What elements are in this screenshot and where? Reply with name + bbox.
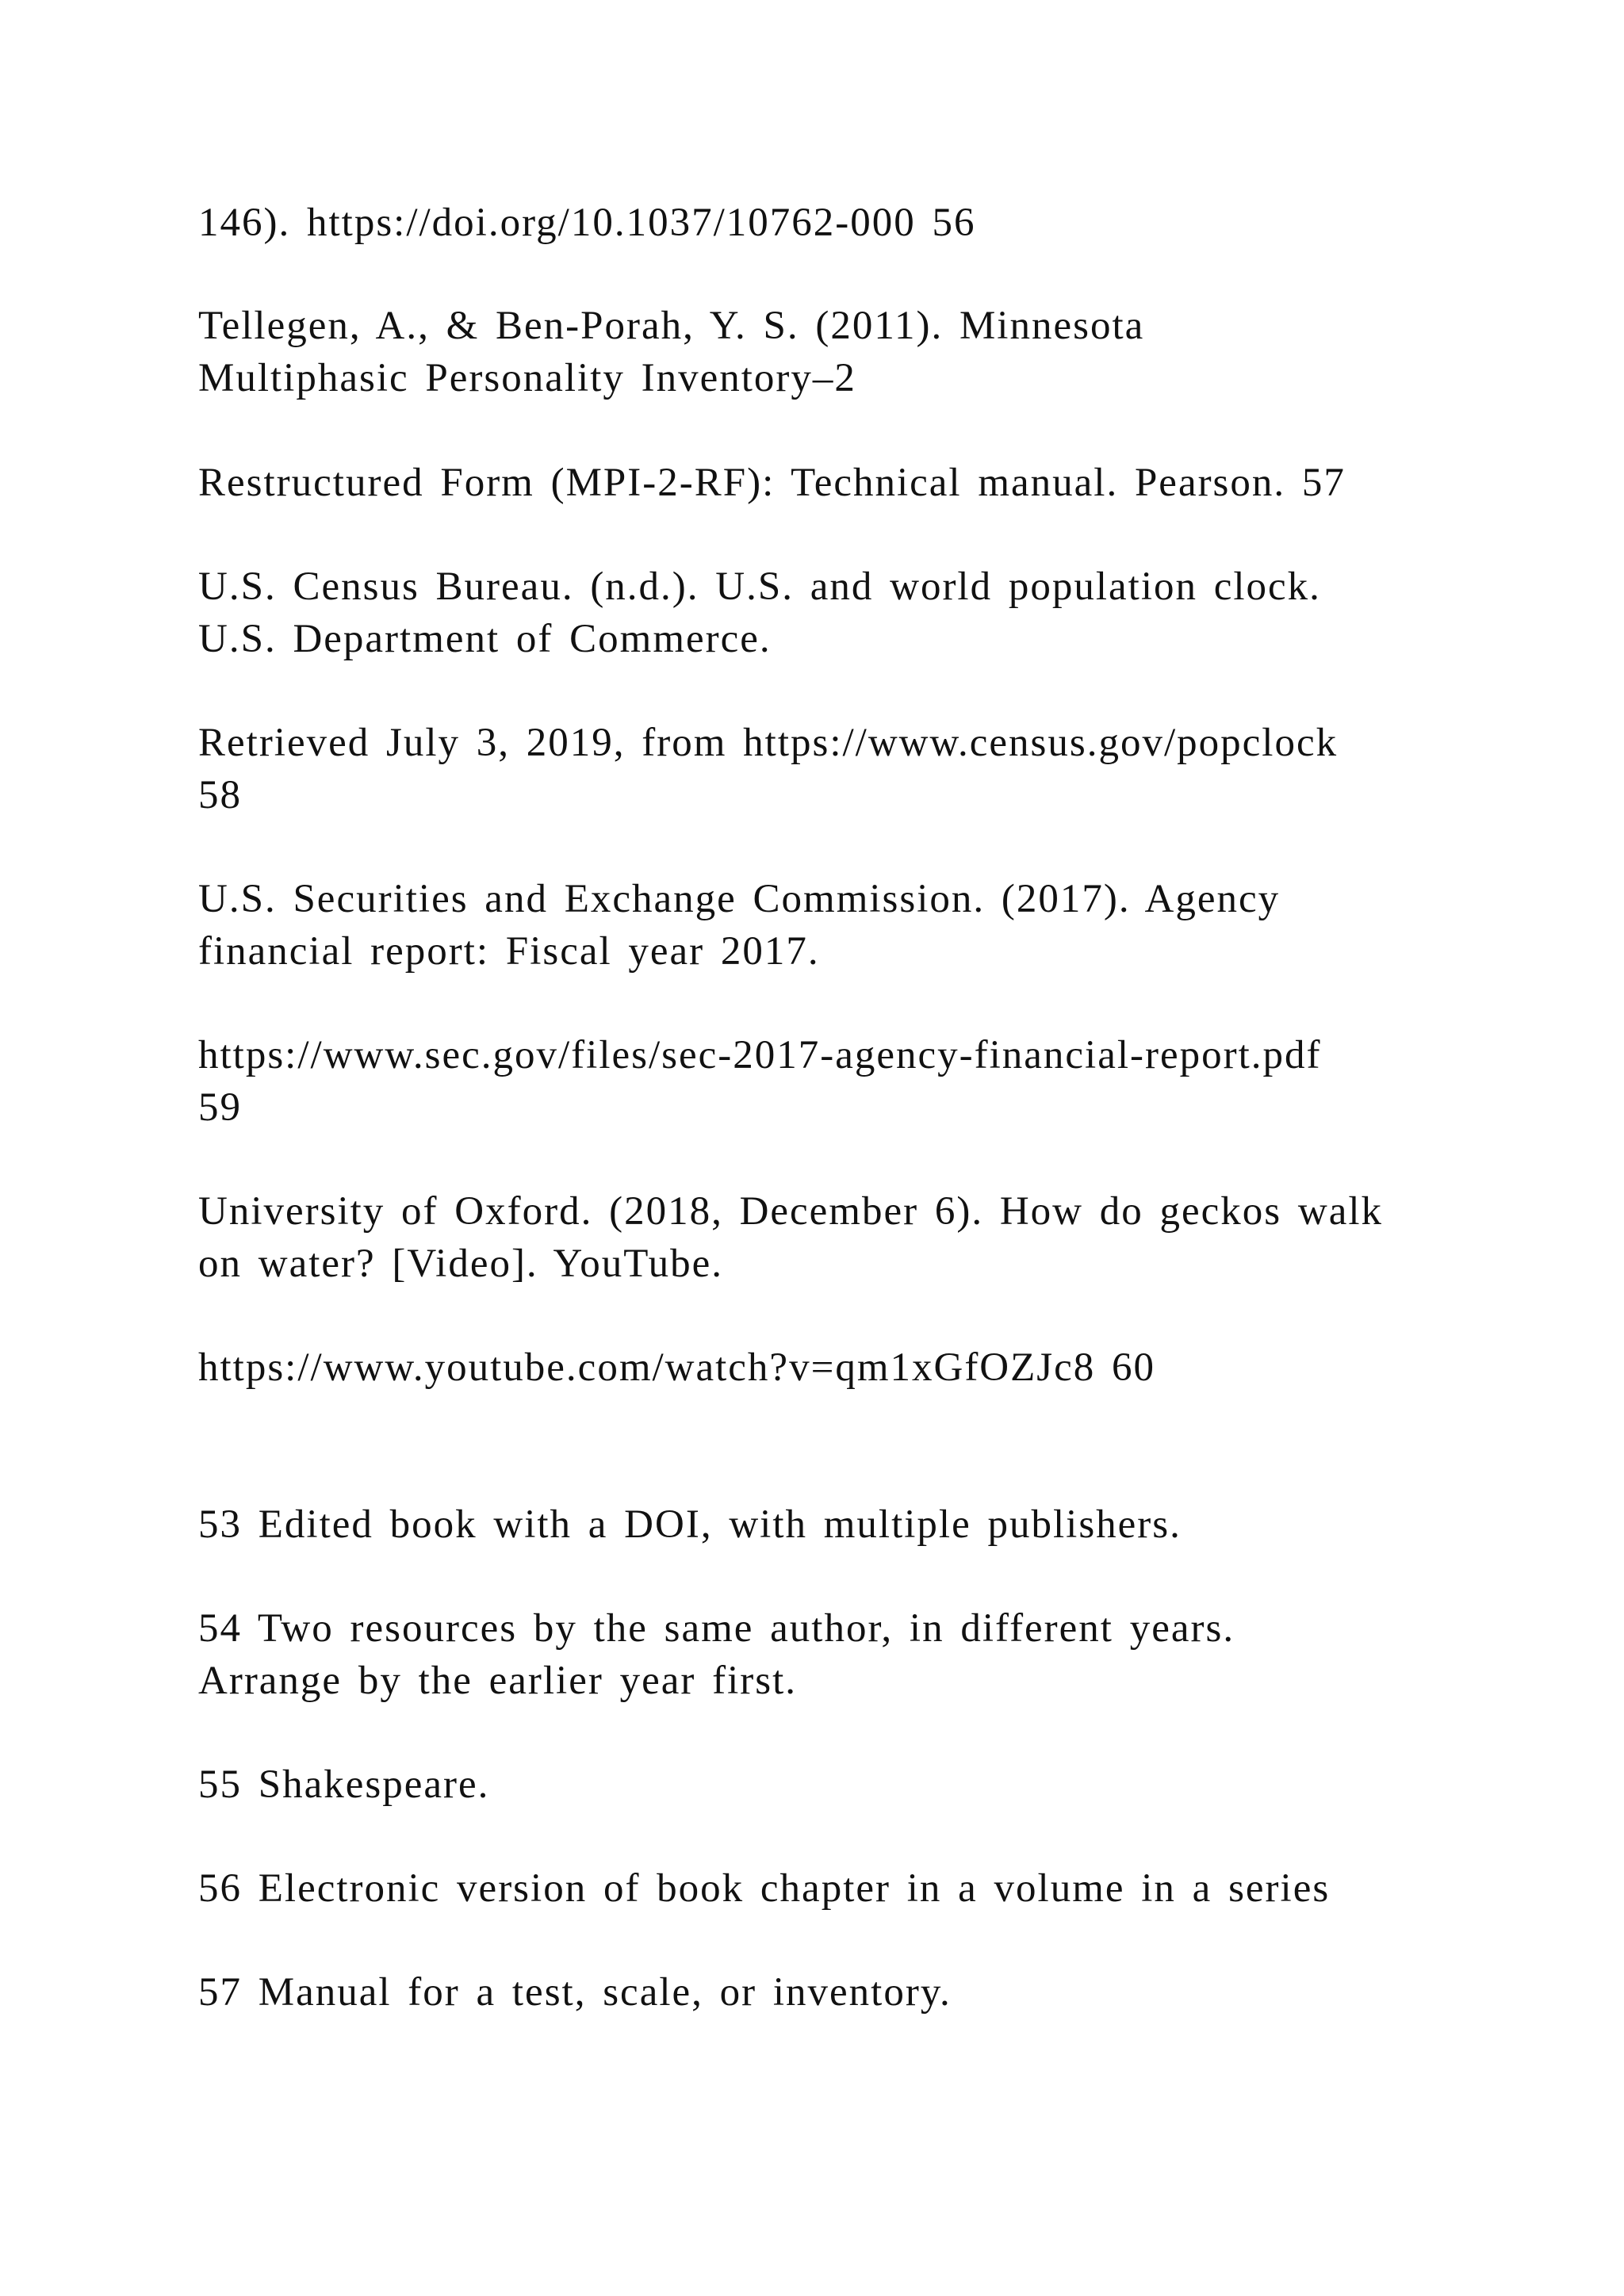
footnote-line-2: 54 Two resources by the same author, in different years. [198, 1606, 1235, 1651]
reference-line-7: Retrieved July 3, 2019, from https://www.census.gov/popclock [198, 721, 1339, 765]
footnote-line-1: 53 Edited book with a DOI, with multiple publishers. [198, 1502, 1182, 1547]
reference-line-3: Multiphasic Personality Inventory–2 [198, 356, 856, 400]
footnote-line-6: 57 Manual for a test, scale, or inventory. [198, 1970, 952, 2015]
reference-line-13: University of Oxford. (2018, December 6). How do geckos walk [198, 1189, 1383, 1234]
reference-line-10: financial report: Fiscal year 2017. [198, 929, 820, 974]
reference-line-9: U.S. Securities and Exchange Commission. (2017). Agency [198, 877, 1281, 921]
footnote-line-4: 55 Shakespeare. [198, 1762, 490, 1807]
reference-line-14: on water? [Video]. YouTube. [198, 1242, 724, 1286]
reference-line-1: 146). https://doi.org/10.1037/10762-000 56 [198, 201, 976, 245]
reference-line-8: 58 [198, 773, 242, 817]
reference-line-6: U.S. Department of Commerce. [198, 617, 772, 661]
reference-line-15: https://www.youtube.com/watch?v=qm1xGfOZJc8 60 [198, 1345, 1156, 1390]
footnote-line-5: 56 Electronic version of book chapter in a volume in a series [198, 1866, 1331, 1911]
footnote-line-3: Arrange by the earlier year first. [198, 1659, 797, 1703]
reference-line-12: 59 [198, 1085, 242, 1130]
reference-line-11: https://www.sec.gov/files/sec-2017-agency-financial-report.pdf [198, 1033, 1322, 1077]
reference-line-4: Restructured Form (MPI-2-RF): Technical manual. Pearson. 57 [198, 461, 1346, 505]
reference-line-5: U.S. Census Bureau. (n.d.). U.S. and world population clock. [198, 564, 1321, 609]
reference-line-2: Tellegen, A., & Ben-Porah, Y. S. (2011). Minnesota [198, 304, 1145, 348]
